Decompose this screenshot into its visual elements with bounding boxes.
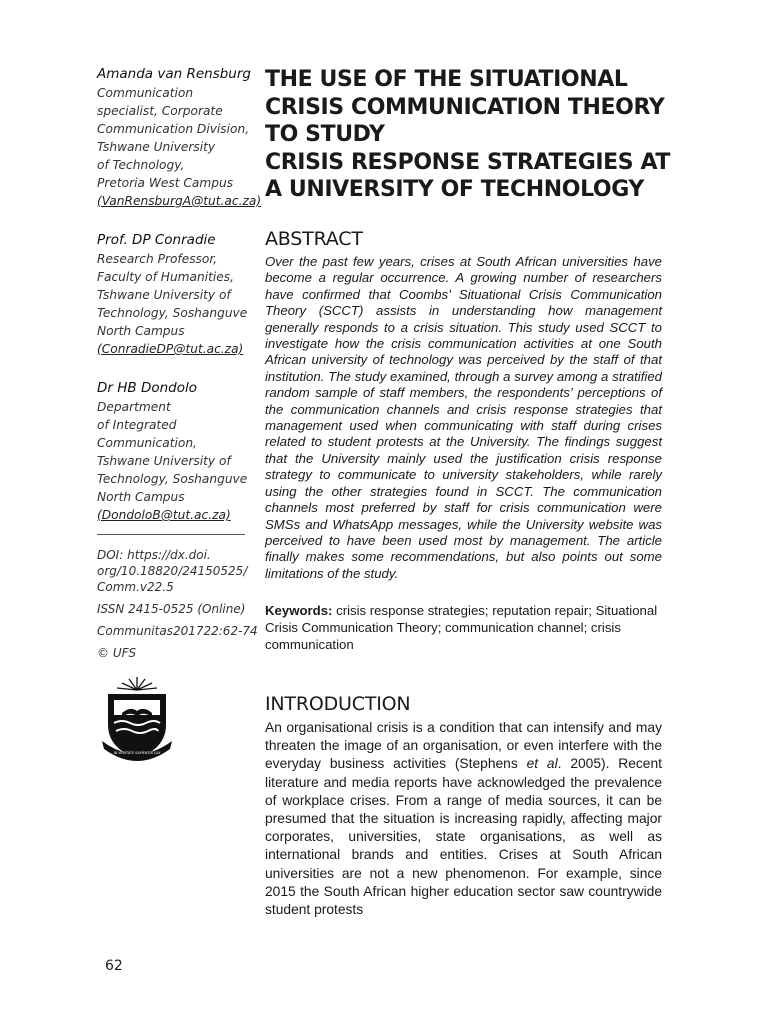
introduction-heading: INTRODUCTION [265, 693, 411, 715]
author-sidebar [97, 64, 262, 765]
author-affiliation: of Technology, [97, 158, 185, 172]
author-block [97, 64, 262, 210]
author-affiliation: of Integrated [97, 418, 177, 432]
author-email-link[interactable]: (ConradieDP@tut.ac.za) [97, 342, 244, 356]
citation-etal: et al [526, 756, 558, 772]
author-affiliation: Tshwane University [97, 140, 216, 154]
author-block [97, 378, 247, 524]
author-affiliation: Department [97, 400, 171, 414]
author-name: Dr HB Dondolo [97, 380, 197, 396]
author-block [97, 230, 247, 358]
copyright-line: © UFS [97, 646, 137, 660]
article-meta [97, 547, 258, 661]
seal-motto: IN VERITATE SAPIENTIA LUX [113, 751, 161, 755]
author-affiliation: Pretoria West Campus [97, 176, 234, 190]
university-seal-logo [100, 675, 174, 765]
introduction-body [265, 719, 662, 919]
author-affiliation: Communication, [97, 436, 197, 450]
author-affiliation: specialist, Corporate [97, 104, 223, 118]
citation-line: Communitas201722:62-74 [97, 624, 258, 638]
title-line: TO STUDY [265, 122, 385, 147]
author-email-link[interactable]: (VanRensburgA@tut.ac.za) [97, 194, 262, 208]
author-name: Amanda van Rensburg [97, 66, 251, 82]
issn-line: ISSN 2415-0525 (Online) [97, 602, 246, 616]
author-name: Prof. DP Conradie [97, 232, 216, 248]
author-affiliation: Technology, Soshanguve [97, 306, 248, 320]
keywords-paragraph [265, 602, 662, 653]
author-affiliation: North Campus [97, 490, 185, 504]
introduction-text: . 2005). Recent literature and media reports have acknowledged the prevalence of workplace crises. From a range of media sources, it can be presumed that the situation is increasing rapidly, affecting major corporates, universities, state organisations, as well as international brands and entities. Crises at South African universities are not a new phenomenon. For example, since 2015 the South African higher education sector saw countrywide student protests [265, 756, 662, 918]
introduction-text: An organisational crisis is a condition that can intensify and may threaten the image of an organisation, or even interfere with the everyday business activities (Stephens [265, 720, 662, 772]
abstract-heading: ABSTRACT [265, 228, 363, 250]
title-line: CRISIS RESPONSE STRATEGIES AT [265, 149, 671, 175]
doi-line[interactable]: Comm.v22.5 [97, 580, 174, 594]
keywords-label: Keywords: [265, 603, 333, 618]
author-affiliation: Tshwane University of [97, 454, 231, 468]
abstract-body: Over the past few years, crises at South African universities have become a regular occurrence. A growing number of researchers have confirmed that Coombs’ Situational Crisis Communication Theory (SCCT) assists in understanding how management generally responds to a crisis situation. This study used SCCT to investigate how the crisis communication activities at one South African university of technology was perceived by the staff of that institution. The study examined, through a survey among a stratified random sample of staff members, the respondents’ perceptions of the communication channels and crisis response strategies that management used when communicating with staff during crises related to student protests at the University. The findings suggest that the University mainly used the justification crisis response strategy to communicate to university stakeholders, while rarely using the other strategies found in SCCT. The communication channels most preferred by staff for crisis communication were SMSs and WhatsApp messages, while the University website was perceived to have been used most by management. The article finally makes some recommendations, but also points out some limitations of the study. [265, 254, 662, 581]
author-affiliation: Research Professor, [97, 252, 218, 266]
author-affiliation: Tshwane University of [97, 288, 231, 302]
sun-rays-icon [117, 677, 157, 690]
keywords-text: crisis response strategies; reputation repair; Situational Crisis Communication Theory; communication channel; crisis communication [265, 603, 658, 652]
author-affiliation: Technology, Soshanguve [97, 472, 248, 486]
title-line: THE USE OF THE SITUATIONAL [265, 67, 628, 92]
author-affiliation: Faculty of Humanities, [97, 270, 235, 284]
doi-line[interactable]: DOI: https://dx.doi. [97, 548, 211, 562]
author-affiliation: North Campus [97, 324, 185, 338]
author-affiliation: Communication Division, [97, 122, 250, 136]
author-email-link[interactable]: (DondoloB@tut.ac.za) [97, 508, 231, 522]
doi-line[interactable]: org/10.18820/24150525/ [97, 564, 248, 578]
title-line: A UNIVERSITY OF TECHNOLOGY [265, 177, 644, 202]
title-line: CRISIS COMMUNICATION THEORY [265, 94, 665, 120]
author-affiliation: Communication [97, 86, 194, 100]
article-title [265, 66, 685, 204]
sidebar-divider [97, 534, 245, 535]
page-number: 62 [105, 958, 123, 974]
